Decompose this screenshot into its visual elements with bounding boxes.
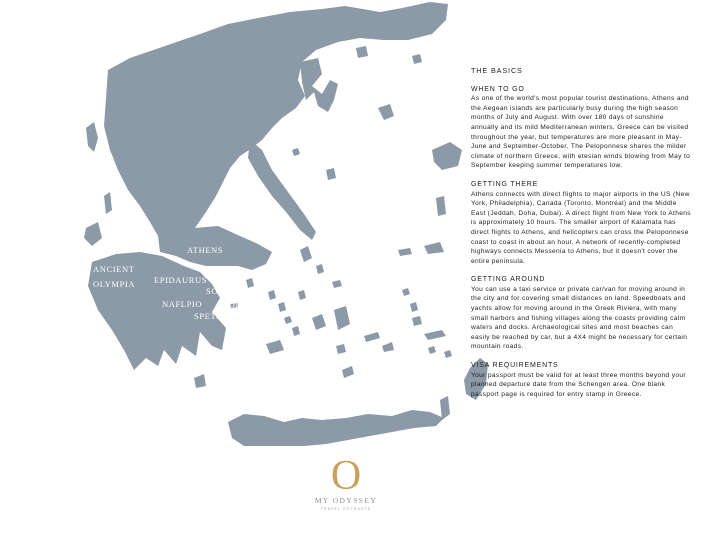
visa-heading: VISA REQUIREMENTS	[471, 362, 559, 370]
place-label-athens: ATHENS	[187, 245, 224, 255]
ios	[336, 344, 346, 354]
kea	[268, 290, 276, 300]
place-label-sounio: SOUNIO	[206, 286, 242, 296]
tilos	[444, 350, 452, 358]
lesvos	[432, 142, 462, 170]
place-label-olympia: OLYMPIA	[93, 279, 136, 289]
getting-around-text: You can use a taxi service or private car/van for moving around in the city and for covering small distances on land. Speedboats and yachts allow for moving around in the Greek Riviera, with many small harbors and fishing villages along the coasts providing calm waters and docks. Archaeological sites and most beaches can easily be reached by car, but a 4X4 might be necessary for certain mountain roads.	[471, 285, 688, 351]
naxos	[334, 306, 350, 330]
kefalonia	[84, 222, 102, 246]
skyros	[326, 168, 336, 180]
section-title: THE BASICS	[471, 66, 523, 75]
when-to-go-heading: WHEN TO GO	[471, 85, 525, 93]
brand-logo	[307, 453, 385, 511]
samothrace	[412, 54, 422, 64]
syros	[298, 290, 306, 300]
santorini	[342, 366, 354, 378]
patmos	[402, 288, 410, 296]
getting-around-heading: GETTING AROUND	[471, 276, 546, 284]
getting-there-heading: GETTING THERE	[471, 180, 539, 188]
sifnos	[292, 326, 300, 336]
serifos	[284, 316, 292, 324]
amorgos	[364, 332, 380, 342]
chalkidiki	[300, 58, 338, 112]
place-label-ancient: ANCIENT	[93, 264, 135, 274]
place-label-nafplio: NAFLPIO	[162, 299, 203, 309]
leros	[410, 302, 418, 312]
kalymnos	[412, 316, 422, 326]
chios	[436, 196, 446, 216]
kythnos	[278, 302, 286, 312]
astypalaia	[382, 342, 394, 352]
place-label-epidaurus: EPIDAURUS	[154, 275, 208, 285]
karpathos	[440, 396, 450, 420]
visa-text: Your passport must be valid for at least three months beyond your planned departure date from the Schengen area. One blank passport page is required for entry stamp in Greece.	[471, 371, 686, 398]
samos	[424, 242, 444, 254]
milos	[266, 340, 284, 354]
andros	[300, 246, 312, 262]
thasos	[356, 46, 368, 58]
aegina	[246, 278, 254, 288]
when-to-go-text: As one of the world's most popular tourist destinations, Athens and the Aegean islands are particularly busy during the high season months of July and August. With over 180 days of sunshine annually and its mild Mediterranean winters, Greece can be visited throughout the year, but temperatures are more pleasant in May-June and September-October. The Peloponnese shares the milder climate of northern Greece, with etesian winds blowing from May to September keeping summer temperatures low.	[471, 95, 691, 170]
lemnos	[378, 104, 394, 120]
kythira	[194, 374, 206, 388]
place-label-ydra: YDRA	[222, 299, 249, 309]
nisyros	[428, 346, 436, 354]
skiathos	[292, 148, 300, 156]
tinos	[316, 264, 324, 274]
getting-there-text: Athens connects with direct flights to major airports in the US (New York, Philadelphia), Canada (Toronto, Montréal) and the Middle East (Jeddah, Doha, Dubai). A direct flight from New York to Athens is approximately 10 hours. The smaller airport of Kalamata has direct flights to Athens, and helicopters can cross the Peloponnese coast to coast in about an hour. A network of recently-completed highways connects Messenia to Athens, but it doesn't cover the entire peninsula.	[471, 190, 691, 265]
place-label-spetses: SPETSES	[194, 311, 233, 321]
corfu	[86, 122, 98, 152]
info-column	[471, 66, 693, 408]
ikaria	[398, 248, 412, 256]
logo-tagline: TRAVEL RETREATS	[320, 507, 372, 511]
crete	[228, 410, 444, 446]
logo-mark: O	[330, 453, 362, 499]
evia	[248, 140, 316, 240]
mainland-north	[104, 2, 448, 242]
mykonos	[332, 280, 342, 288]
kos	[424, 330, 446, 340]
paros	[312, 314, 326, 330]
lefkada	[104, 192, 112, 214]
logo-name: MY ODYSSEY	[314, 496, 378, 505]
